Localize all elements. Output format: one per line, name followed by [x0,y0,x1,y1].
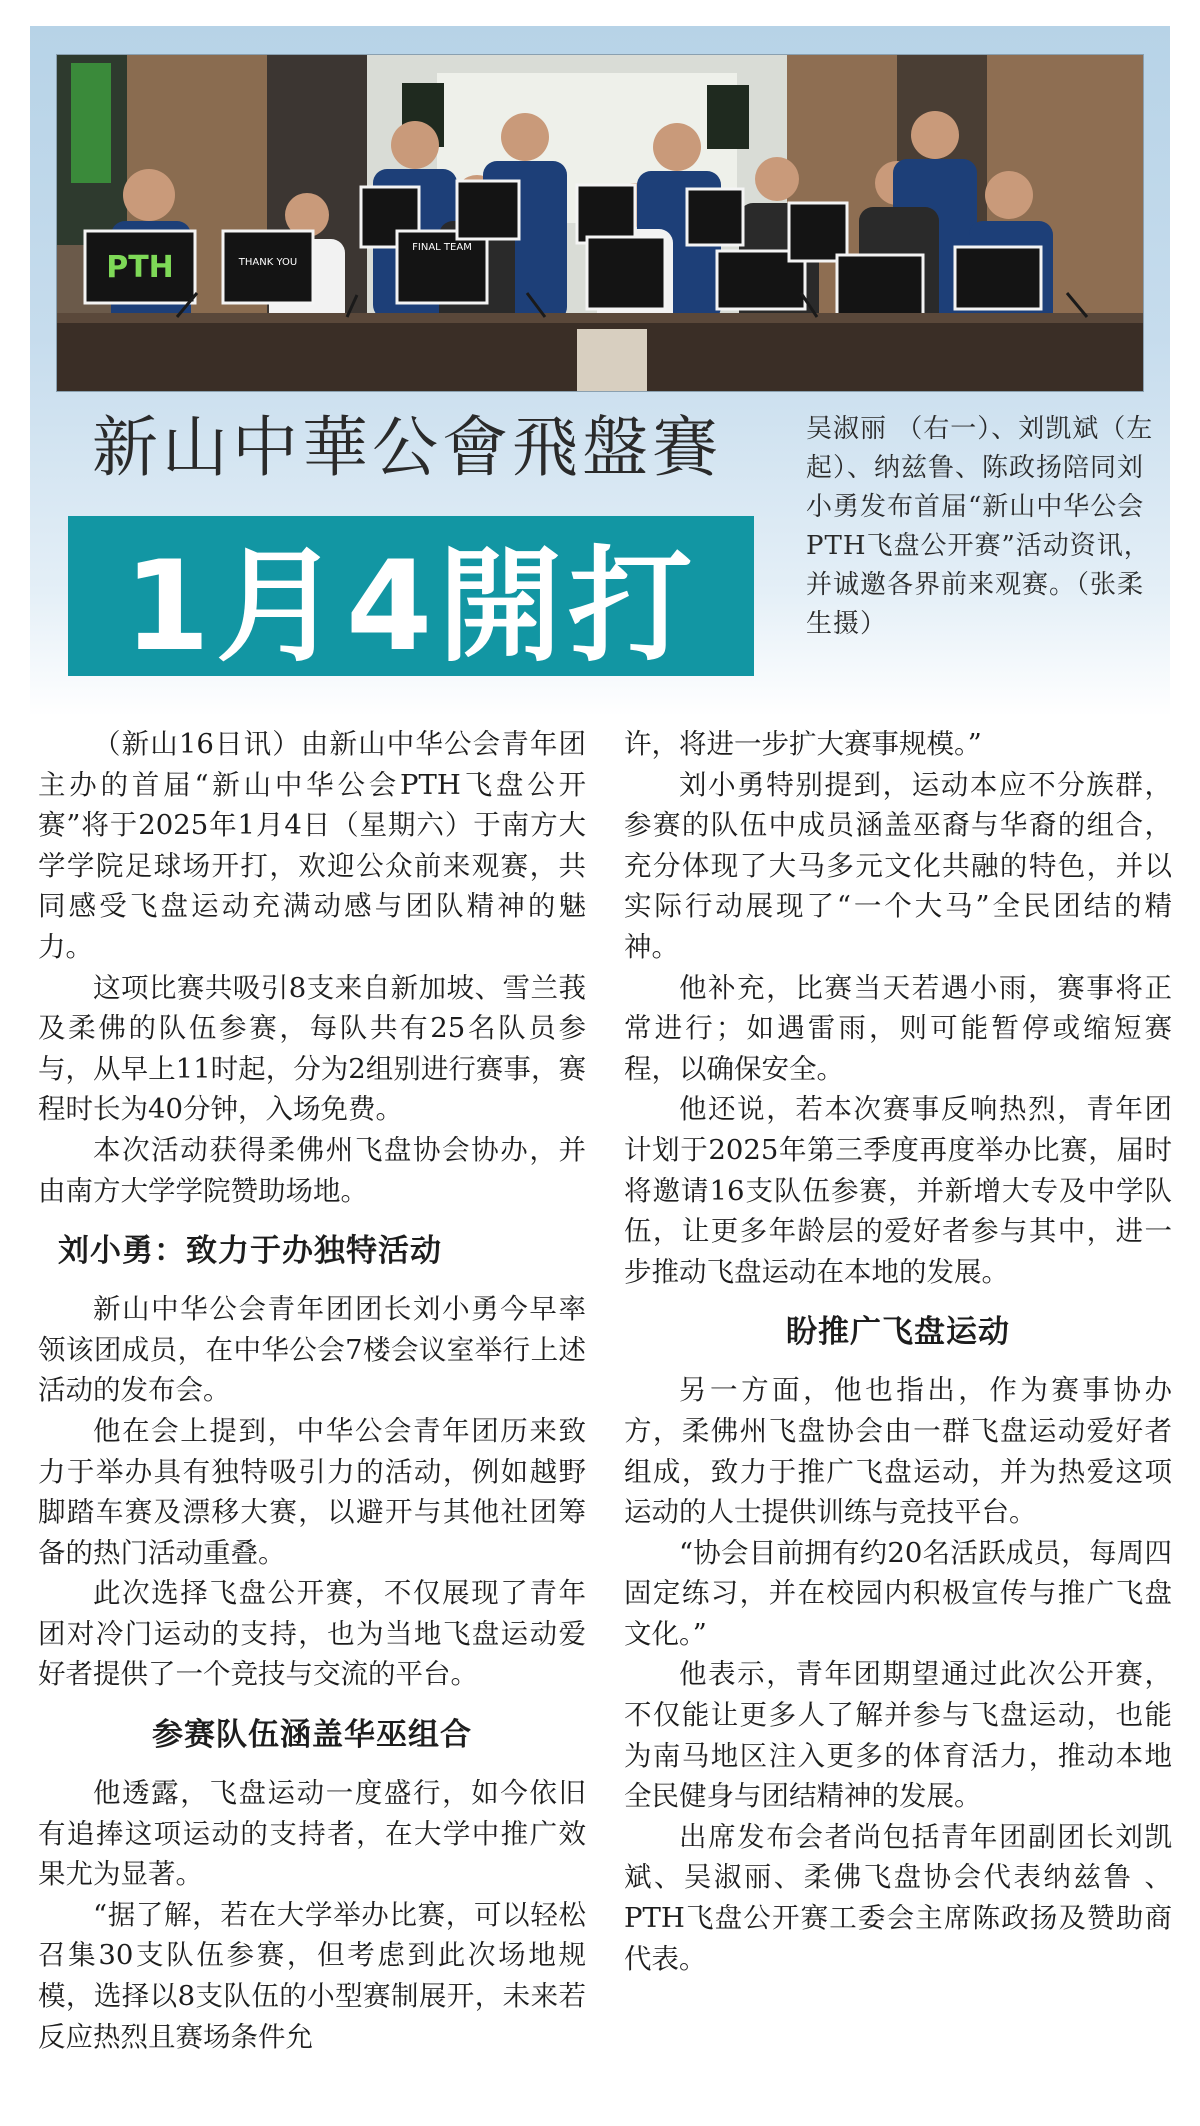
article-paragraph: 这项比赛共吸引8支来自新加坡、雪兰莪及柔佛的队伍参赛，每队共有25名队员参与，从早上11时起，分为2组别进行赛事，赛程时长为40分钟，入场免费。 [38,971,586,1126]
article-paragraph: 此次选择飞盘公开赛，不仅展现了青年团对冷门运动的支持，也为当地飞盘运动爱好者提供了一个竞技与交流的平台。 [38,1577,586,1691]
article-paragraph: 他透露，飞盘运动一度盛行，如今依旧有追捧这项运动的支持者，在大学中推广效果尤为显著。 [38,1777,586,1891]
article-paragraph: 本次活动获得柔佛州飞盘协会协办，并由南方大学学院赞助场地。 [38,1133,586,1207]
article-paragraph: （新山16日讯）由新山中华公会青年团主办的首届“新山中华公会PTH飞盘公开赛”将于2025年1月4日（星期六）于南方大学学院足球场开打，欢迎公众前来观赛，共同感受飞盘运动充满动感与团队精神的魅力。 [38,728,586,963]
subheading: 参赛队伍涵盖华巫组合 [152,1717,472,1754]
article-paragraph: 他还说，若本次赛事反响热烈，青年团计划于2025年第三季度再度举办比赛，届时将邀请16支队伍参赛，并新增大专及中学队伍，让更多年龄层的爱好者参与其中，进一步推动飞盘运动在本地的发展。 [624,1093,1172,1288]
article-paragraph: 出席发布会者尚包括青年团副团长刘凯斌、吴淑丽、柔佛飞盘协会代表纳兹鲁 、PTH飞盘公开赛工委会主席陈政扬及赞助商代表。 [624,1820,1172,1975]
sign-thank-you-text: THANK YOU [238,257,298,268]
photo-caption: 吴淑丽 （右一）、刘凯斌（左起）、纳兹鲁、陈政扬陪同刘小勇发布首届“新山中华公会PTH飞盘公开赛”活动资讯，并诚邀各界前来观赛。（张柔生摄） [806,414,1154,639]
article-paragraph-continued: 许，将进一步扩大赛事规模。” [624,728,982,760]
article-column-right [624,724,1172,1979]
article-paragraph: “据了解，若在大学举办比赛，可以轻松召集30支队伍参赛，但考虑到此次场地规模，选择以8支队伍的小型赛制展开，未来若反应热烈且赛场条件允 [38,1898,586,2053]
sign-pth-text: PTH [106,250,174,285]
article-paragraph: 他在会上提到，中华公会青年团历来致力于举办具有独特吸引力的活动，例如越野脚踏车赛及漂移大赛，以避开与其他社团筹备的热门活动重叠。 [38,1414,586,1569]
article-paragraph: 新山中华公会青年团团长刘小勇今早率领该团成员，在中华公会7楼会议室举行上述活动的发布会。 [38,1293,586,1407]
sign-final-team-text: FINAL TEAM [412,242,472,253]
article-paragraph: 刘小勇特别提到，运动本应不分族群，参赛的队伍中成员涵盖巫裔与华裔的组合，充分体现了大马多元文化共融的特色，并以实际行动展现了“一个大马”全民团结的精神。 [624,768,1172,963]
article-paragraph: 另一方面，他也指出，作为赛事协办方，柔佛州飞盘协会由一群飞盘运动爱好者组成，致力于推广飞盘运动，并为热爱这项运动的人士提供训练与竞技平台。 [624,1374,1172,1529]
article-paragraph: “协会目前拥有约20名活跃成员，每周四固定练习，并在校园内积极宣传与推广飞盘文化。” [624,1536,1172,1650]
article-paragraph: 他补充，比赛当天若遇小雨，赛事将正常进行；如遇雷雨，则可能暂停或缩短赛程，以确保安全。 [624,971,1172,1085]
article-column-left [38,724,586,2057]
headline-banner [68,516,754,679]
article-paragraph: 他表示，青年团期望通过此次公开赛，不仅能让更多人了解并参与飞盘运动，也能为南马地区注入更多的体育活力，推动本地全民健身与团结精神的发展。 [624,1658,1172,1813]
headline-main: 1月4開打 [123,535,699,679]
subheading: 刘小勇：致力于办独特活动 [58,1233,442,1270]
subheading: 盼推广飞盘运动 [786,1314,1010,1351]
press-conference-photo [56,54,1144,392]
headline-kicker: 新山中華公會飛盤賽 [92,409,722,486]
